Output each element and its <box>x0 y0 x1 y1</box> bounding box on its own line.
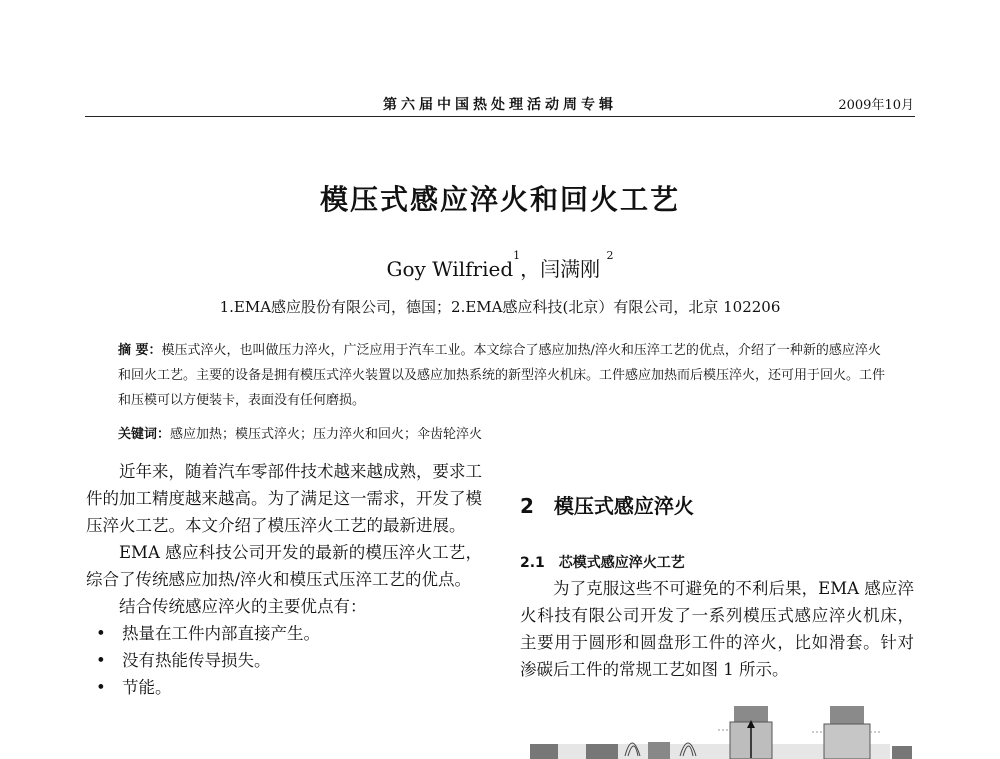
list-item: • 节能。 <box>86 674 482 701</box>
paper-title: 模压式感应淬火和回火工艺 <box>319 183 680 216</box>
author-separator: ， <box>520 257 541 281</box>
abstract <box>118 338 886 413</box>
intro-paragraph-1: 近年来，随着汽车零部件技术越来越成熟，要求工件的加工精度越来越高。为了满足这一需求，开发了模压淬火工艺。本文介绍了模压淬火工艺的最新进展。 <box>86 462 482 535</box>
section-heading: 2 模压式感应淬火 <box>520 494 694 518</box>
intro-paragraph-3: 结合传统感应淬火的主要优点有： <box>119 597 367 616</box>
affiliation-line: 1.EMA感应股份有限公司，德国；2.EMA感应科技(北京）有限公司，北京 102206 <box>219 298 781 316</box>
author-1-affil-mark: 1 <box>513 249 521 262</box>
left-column <box>86 458 482 701</box>
figure-1-top <box>520 700 920 759</box>
author-line <box>0 249 1000 282</box>
author-2-affil-mark: 2 <box>606 249 614 262</box>
abstract-label: 摘 要： <box>118 343 162 358</box>
author-2: 闫满刚 <box>540 257 601 281</box>
right-column <box>520 575 914 683</box>
list-item: • 没有热能传导损失。 <box>86 647 482 674</box>
author-1: Goy Wilfried <box>386 257 514 281</box>
keywords-text: 感应加热；模压式淬火；压力淬火和回火；伞齿轮淬火 <box>170 427 483 442</box>
intro-paragraph-2: EMA 感应科技公司开发的最新的模压淬火工艺，综合了传统感应加热/淬火和模压式压淬工艺的优点。 <box>86 543 482 589</box>
subsection-heading: 2.1 芯模式感应淬火工艺 <box>520 555 685 571</box>
advantages-list <box>86 620 482 701</box>
journal-header: 第六届中国热处理活动周专辑 <box>383 97 617 113</box>
keywords-label: 关键词： <box>118 427 171 442</box>
process-diagram-illustration <box>520 700 920 759</box>
header-rule <box>85 116 915 117</box>
abstract-text: 模压式淬火，也叫做压力淬火，广泛应用于汽车工业。本文综合了感应加热/淬火和压淬工艺的优点，介绍了一种新的感应淬火和回火工艺。主要的设备是拥有模压式淬火装置以及感应加热系统的新型淬火机床。工件感应加热而后模压淬火，还可用于回火。工件和压模可以方便装卡，表面没有任何磨损。 <box>118 343 886 408</box>
list-item: • 热量在工件内部直接产生。 <box>86 620 482 647</box>
section-paragraph: 为了克服这些不可避免的不利后果，EMA 感应淬火科技有限公司开发了一系列模压式感应淬火机床，主要用于圆形和圆盘形工件的淬火，比如滑套。针对渗碳后工件的常规工艺如图 1 所示。 <box>520 579 914 679</box>
keywords <box>118 423 886 442</box>
issue-date: 2009年10月 <box>838 98 914 113</box>
